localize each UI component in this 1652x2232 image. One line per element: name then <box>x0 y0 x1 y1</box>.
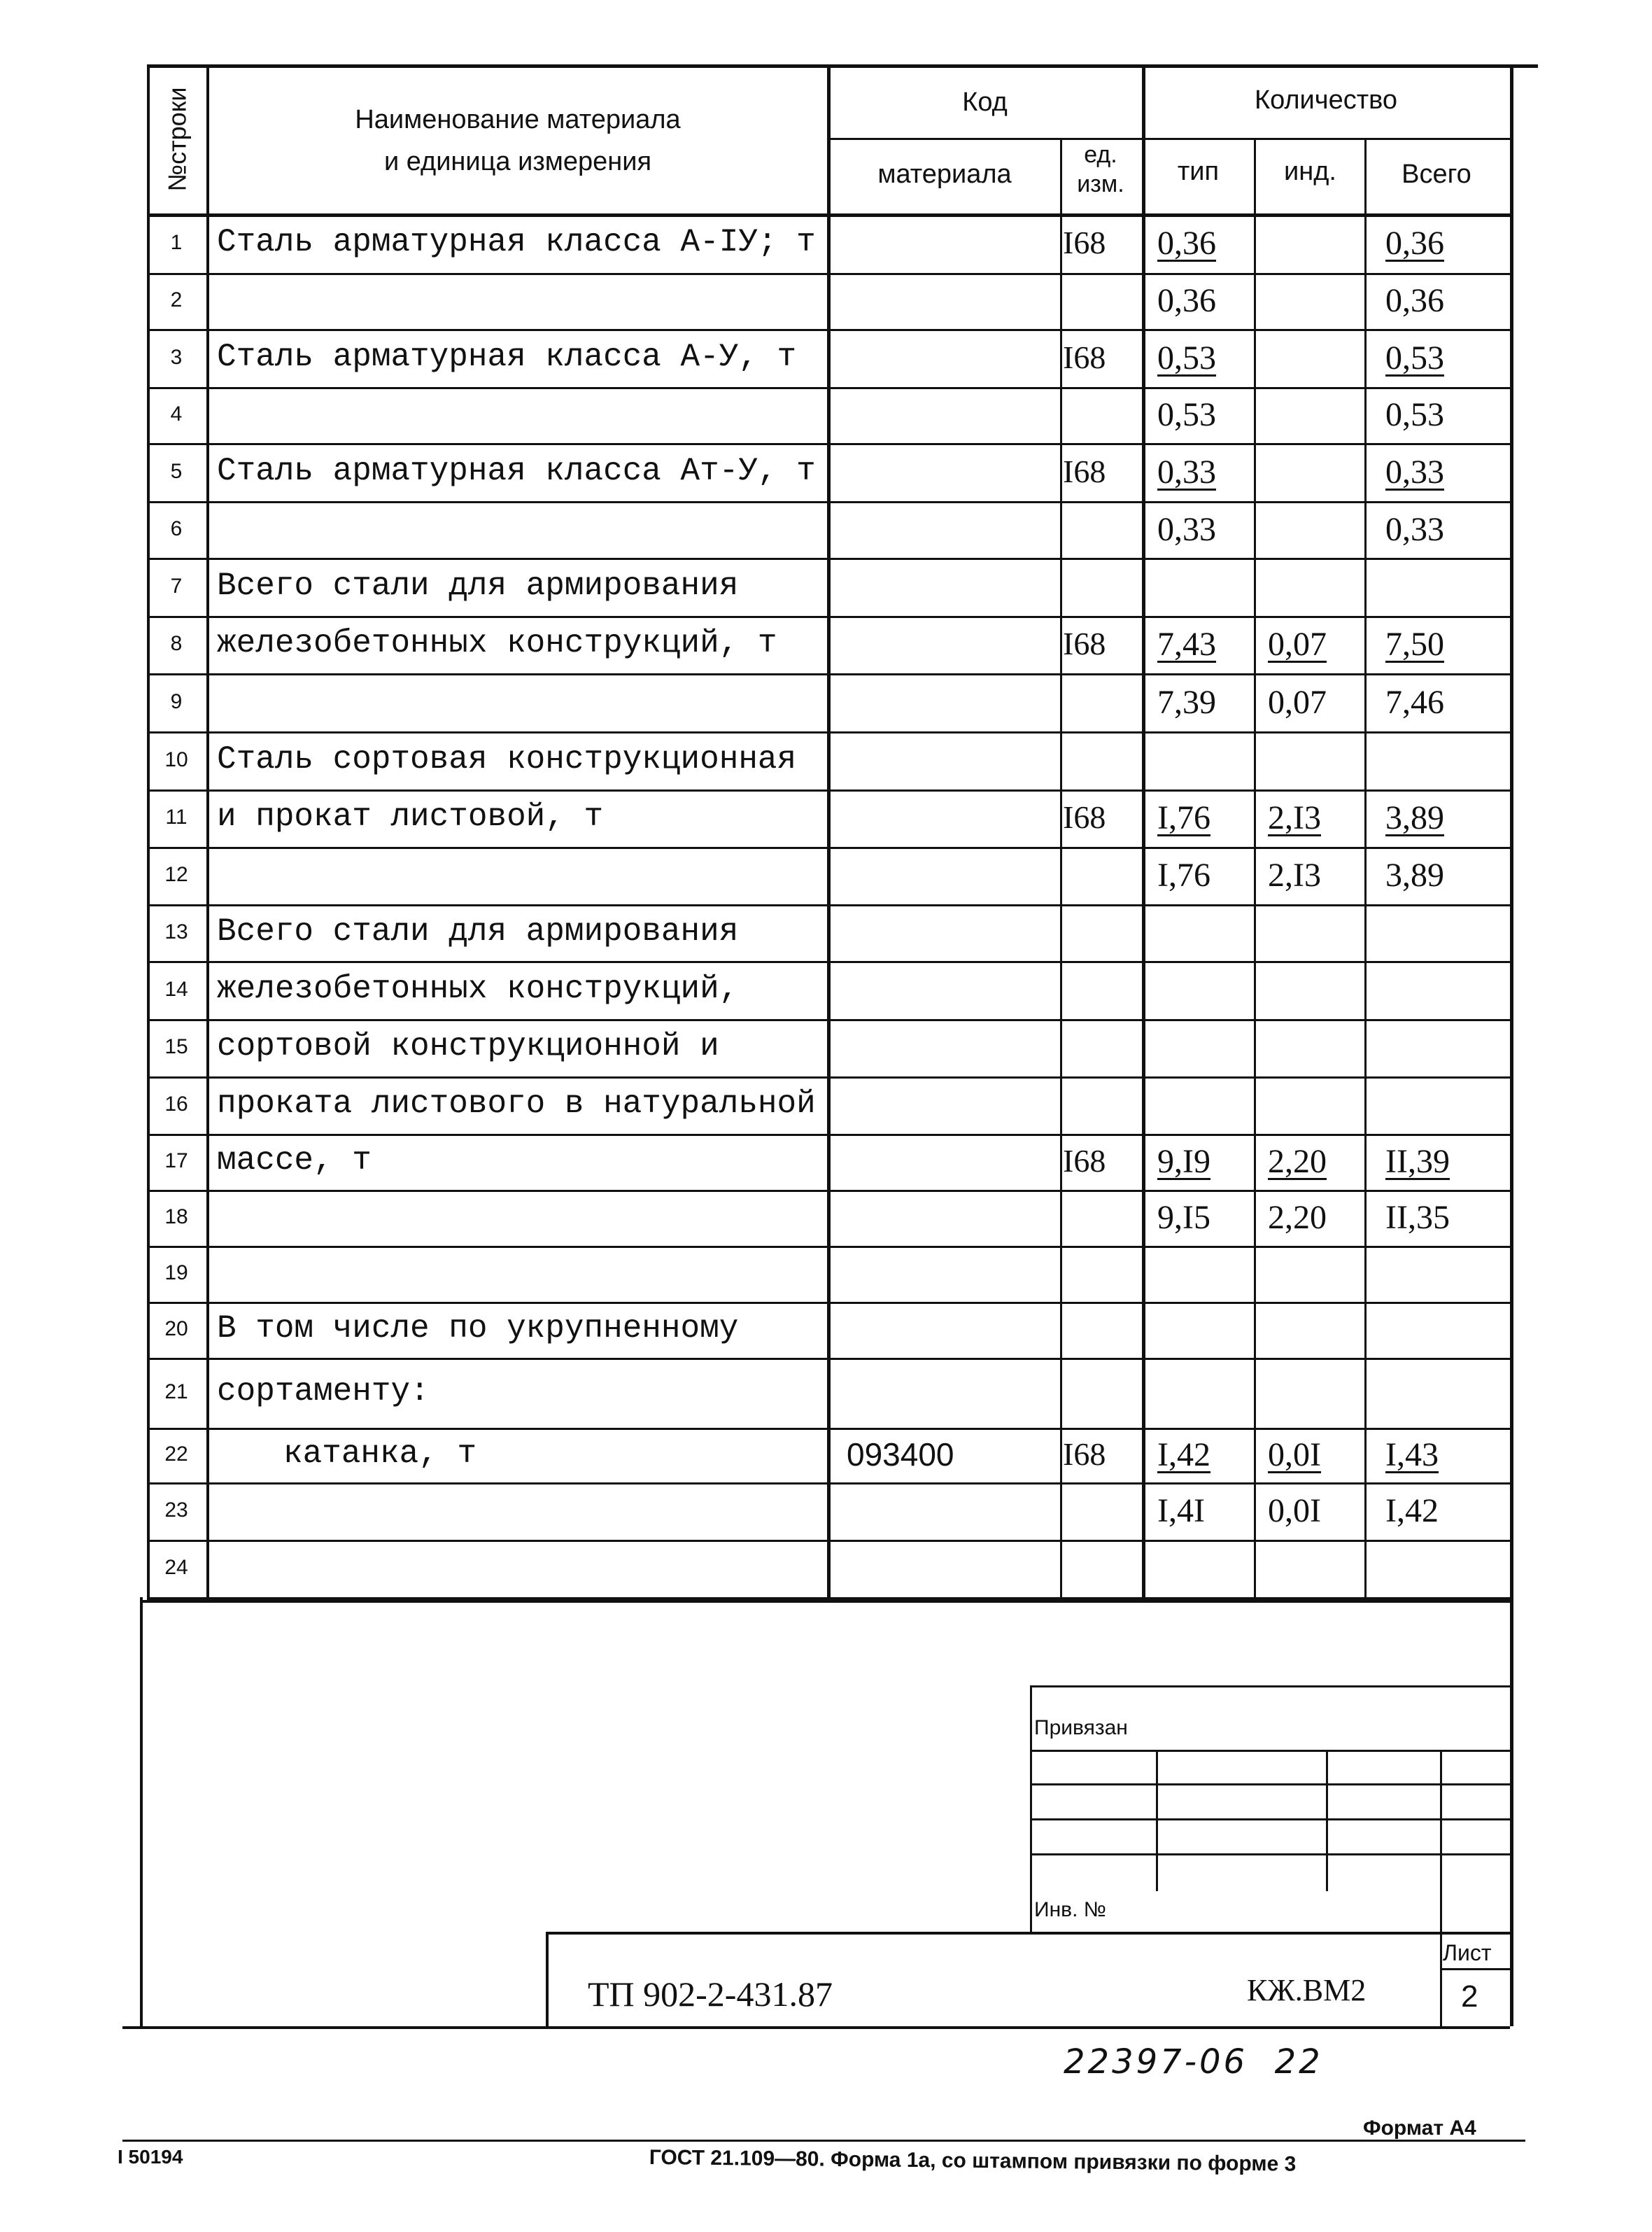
material-name: Сталь сортовая конструкционная <box>217 741 797 778</box>
qty-ind: 0,0I <box>1268 1492 1321 1529</box>
qty-total: 3,89 <box>1385 799 1444 836</box>
name-header-line1: Наименование материала <box>355 105 681 134</box>
row-number: 23 <box>164 1498 188 1522</box>
unit-code: I68 <box>1063 224 1106 260</box>
qty-total: I,43 <box>1385 1436 1439 1473</box>
row-number-header-cell <box>150 63 204 213</box>
table-right-rule <box>1510 64 1513 1599</box>
unit-code: I68 <box>1063 1143 1106 1179</box>
row-number: 9 <box>170 689 183 713</box>
table-left-rule <box>147 64 150 1599</box>
frame-bottom-rule <box>122 2026 1510 2029</box>
row-number: 24 <box>164 1556 188 1579</box>
code-header: Код <box>962 87 1008 117</box>
unit-header-line1: ед. <box>1084 141 1117 168</box>
qty-tip: I,76 <box>1157 857 1210 894</box>
tip-header: тип <box>1177 157 1220 186</box>
unit-code: I68 <box>1063 1436 1106 1472</box>
qty-tip: I,4I <box>1157 1492 1205 1529</box>
qty-ind: 0,07 <box>1268 683 1327 721</box>
row-number: 17 <box>164 1149 188 1172</box>
material-name: Сталь арматурная класса А-IУ; т <box>217 223 816 260</box>
qty-ind: 0,07 <box>1268 626 1327 663</box>
stamp-rule <box>1440 1750 1442 2026</box>
qty-tip: 7,43 <box>1157 626 1216 663</box>
row-number: 4 <box>170 402 183 426</box>
format-label: Формат А4 <box>1363 2117 1476 2140</box>
qty-tip: I,76 <box>1157 799 1210 836</box>
quantity-header: Количество <box>1254 85 1398 115</box>
material-name: и прокат листовой, т <box>217 799 604 835</box>
document-code: ТП 902-2-431.87 <box>588 1974 833 2014</box>
row-number: 6 <box>170 517 183 540</box>
qty-tip: 0,53 <box>1157 396 1216 433</box>
qty-tip: 0,33 <box>1157 453 1216 491</box>
qty-total: 0,33 <box>1385 510 1444 548</box>
row-number: 10 <box>164 747 188 771</box>
qty-ind: 2,I3 <box>1268 799 1321 836</box>
stamp-frame-top <box>140 1600 1510 1603</box>
qty-total: 7,46 <box>1385 683 1444 721</box>
row-number: 21 <box>164 1380 188 1403</box>
qty-tip: I,42 <box>1157 1436 1210 1473</box>
row-number: 16 <box>164 1093 188 1116</box>
qty-tip: 9,I5 <box>1157 1199 1210 1236</box>
row-number-header: №строки <box>162 87 192 192</box>
material-header: материала <box>877 160 1012 189</box>
title-block-top-rule <box>546 1932 1510 1935</box>
stamp-rule <box>1030 1685 1510 1687</box>
material-name: сортаменту: <box>217 1373 430 1410</box>
qty-ind: 0,0I <box>1268 1436 1321 1473</box>
table-top-rule <box>147 64 1538 68</box>
unit-header-line2: изм. <box>1077 171 1124 197</box>
total-header: Всего <box>1402 160 1471 189</box>
name-header-line2: и единица измерения <box>383 147 652 176</box>
row-number: 3 <box>170 345 183 369</box>
document-mark: КЖ.ВМ2 <box>1247 1973 1367 2007</box>
qty-total: 0,53 <box>1385 339 1444 377</box>
sheet-label: Лист <box>1443 1940 1492 1965</box>
archive-number: I 50194 <box>118 2146 183 2168</box>
row-number: 14 <box>164 977 188 1001</box>
qty-tip: 0,33 <box>1157 510 1216 548</box>
table-rule <box>827 138 1510 140</box>
qty-total: 3,89 <box>1385 857 1444 894</box>
qty-tip: 7,39 <box>1157 683 1216 721</box>
stamp-rule <box>1030 1783 1510 1785</box>
stamp-rule <box>1030 1750 1510 1752</box>
row-number: 5 <box>170 459 183 483</box>
title-block-left-rule <box>546 1932 549 2026</box>
stamp-rule <box>1440 1968 1510 1970</box>
row-number: 2 <box>170 288 183 311</box>
material-name: Сталь арматурная класса А-У, т <box>217 338 797 375</box>
row-number: 7 <box>170 574 183 598</box>
handwritten-number: 22397-06 22 <box>1064 2042 1323 2082</box>
qty-total: 0,53 <box>1385 396 1444 433</box>
material-name: сортовой конструкционной и <box>217 1028 719 1065</box>
material-name: Всего стали для армирования <box>217 567 739 604</box>
gost-footer: ГОСТ 21.109—80. Форма 1а, со штампом привязки по форме 3 <box>649 2146 1297 2176</box>
stamp-rule <box>1030 1853 1510 1855</box>
table-rule <box>1060 138 1062 1599</box>
qty-total: I,42 <box>1385 1492 1439 1529</box>
qty-ind: 2,I3 <box>1268 857 1321 894</box>
footer-rule <box>122 2140 1525 2142</box>
stamp-rule <box>1030 1818 1510 1820</box>
material-code: 093400 <box>847 1436 954 1473</box>
stamp-rule <box>1030 1685 1032 1932</box>
frame-left-rule <box>140 1597 143 2026</box>
row-number: 15 <box>164 1035 188 1058</box>
row-number: 22 <box>164 1443 188 1466</box>
frame-right-rule <box>1510 1597 1513 2026</box>
material-name: Всего стали для армирования <box>217 913 739 950</box>
row-number: 19 <box>164 1261 188 1284</box>
row-number: 1 <box>170 230 183 254</box>
row-number: 12 <box>164 863 188 886</box>
qty-tip: 0,36 <box>1157 282 1216 319</box>
qty-total: 0,33 <box>1385 453 1444 491</box>
privyazan-label: Привязан <box>1034 1716 1128 1739</box>
row-number: 11 <box>165 806 188 829</box>
table-rule <box>1254 138 1256 1599</box>
qty-ind: 2,20 <box>1268 1199 1327 1236</box>
material-name: железобетонных конструкций, <box>217 970 739 1007</box>
material-name: массе, т <box>217 1142 372 1179</box>
table-rule <box>1364 138 1367 1599</box>
qty-total: II,35 <box>1385 1199 1450 1236</box>
stamp-rule <box>1156 1750 1158 1891</box>
table-rule <box>1142 64 1145 1599</box>
qty-tip: 9,I9 <box>1157 1143 1210 1180</box>
qty-total: II,39 <box>1385 1143 1450 1180</box>
qty-tip: 0,36 <box>1157 224 1216 262</box>
material-name: железобетонных конструкций, т <box>217 625 777 661</box>
row-number: 13 <box>164 920 188 943</box>
unit-code: I68 <box>1063 339 1106 375</box>
unit-code: I68 <box>1063 453 1106 489</box>
table-rule <box>206 64 209 1599</box>
unit-code: I68 <box>1063 626 1106 661</box>
inv-no-label: Инв. № <box>1034 1898 1106 1921</box>
qty-total: 0,36 <box>1385 282 1444 319</box>
row-number: 18 <box>164 1205 188 1228</box>
unit-code: I68 <box>1063 799 1106 835</box>
table-rule <box>827 64 831 1599</box>
qty-total: 0,36 <box>1385 224 1444 262</box>
qty-total: 7,50 <box>1385 626 1444 663</box>
qty-ind: 2,20 <box>1268 1143 1327 1180</box>
material-name: В том числе по укрупненному <box>217 1310 739 1347</box>
material-name: катанка, т <box>283 1436 477 1472</box>
material-name: проката листового в натуральной <box>217 1086 816 1122</box>
row-number: 20 <box>164 1317 188 1340</box>
material-name: Сталь арматурная класса Ат-У, т <box>217 452 816 489</box>
stamp-rule <box>1326 1750 1328 1891</box>
sheet-number: 2 <box>1461 1979 1478 2014</box>
row-number: 8 <box>170 632 183 655</box>
ind-header: инд. <box>1284 157 1336 186</box>
qty-tip: 0,53 <box>1157 339 1216 377</box>
